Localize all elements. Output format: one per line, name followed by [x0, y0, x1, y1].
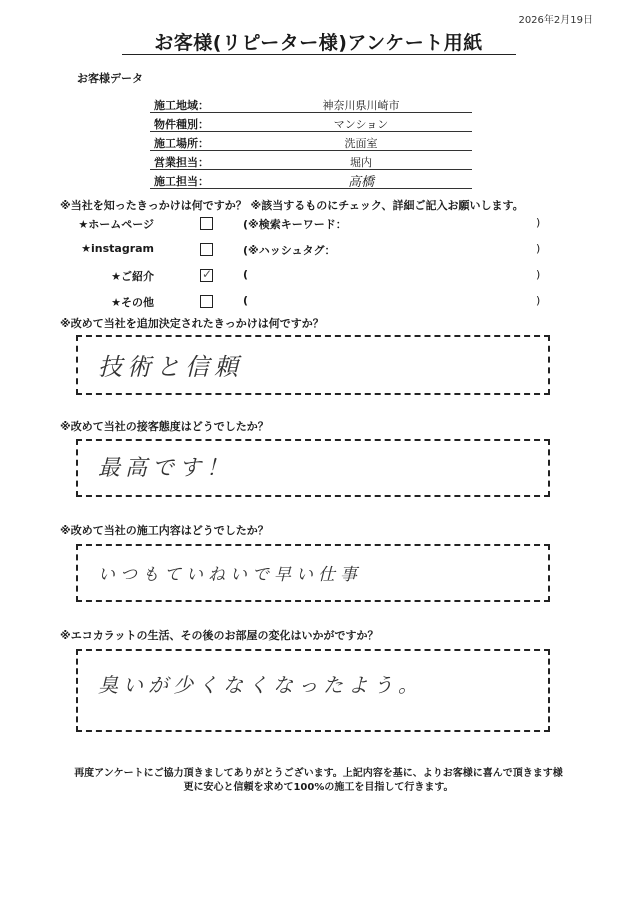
checkbox-other[interactable]: [200, 295, 213, 308]
info-value-handwritten: 高橋: [347, 175, 374, 190]
footer-message-line2: 更に安心と信頼を求めて100%の施工を目指して行きます。: [183, 782, 454, 793]
info-value: 堀内: [350, 156, 372, 169]
checkbox-referral[interactable]: [200, 269, 213, 282]
page-title: お客様(リピーター様)アンケート用紙: [154, 32, 483, 54]
checkbox-homepage[interactable]: [200, 217, 213, 230]
question-customer-service: ※改めて当社の接客態度はどうでしたか？: [60, 420, 269, 433]
customer-data-heading: お客様データ: [77, 72, 143, 85]
answer-box-ecocarat-change[interactable]: [76, 649, 550, 732]
answer-box-customer-service[interactable]: [76, 439, 550, 497]
info-value: マンション: [333, 118, 389, 131]
question-decision-reason: ※改めて当社を追加決定されたきっかけは何ですか？: [60, 317, 324, 330]
info-key: 施工地域：: [154, 99, 209, 112]
info-key: 施工場所：: [154, 137, 209, 150]
answer-text: 臭いが少くなくなったよう。: [98, 673, 423, 697]
info-key: 営業担当：: [154, 156, 209, 169]
info-row-construction-rep: [150, 170, 472, 189]
detail-instagram: (※ハッシュタグ：: [243, 244, 336, 257]
answer-text: いつもていねいで早い仕事: [98, 565, 362, 585]
info-key: 施工担当：: [154, 175, 209, 188]
checkbox-instagram[interactable]: [200, 243, 213, 256]
info-row-area: [150, 94, 472, 113]
detail-homepage: (※検索キーワード：: [243, 218, 347, 231]
answer-text: 最高です！: [98, 456, 234, 481]
question-construction-quality: ※改めて当社の施工内容はどうでしたか？: [60, 524, 269, 537]
check-mark-icon: ✓: [202, 267, 213, 281]
title-underline: [122, 54, 516, 55]
question-ecocarat-change: ※エコカラットの生活、その後のお部屋の変化はいかがですか？: [60, 629, 379, 642]
info-value: 洗面室: [344, 137, 378, 150]
option-label-referral: ★ご紹介: [111, 270, 154, 283]
footer-message-line1: 再度アンケートにご協力頂きましてありがとうございます。上記内容を基に、よりお客様に喜んで頂きます様: [74, 768, 563, 779]
info-key: 物件種別：: [154, 118, 209, 131]
detail-other: (: [243, 294, 249, 307]
detail-close: ): [536, 268, 541, 281]
info-row-location: [150, 132, 472, 151]
detail-close: ): [536, 216, 541, 229]
detail-close: ): [536, 242, 541, 255]
answer-box-decision-reason[interactable]: [76, 335, 550, 395]
info-value: 神奈川県川崎市: [322, 99, 400, 112]
detail-close: ): [536, 294, 541, 307]
question-how-found: ※当社を知ったきっかけは何ですか？ ※該当するものにチェック、詳細ご記入お願いします。: [60, 199, 524, 212]
detail-referral: (: [243, 268, 249, 281]
option-label-instagram: ★instagram: [81, 242, 154, 255]
option-label-other: ★その他: [111, 296, 154, 309]
survey-date: 2026年2月19日: [518, 15, 593, 26]
answer-text: 技術と信頼: [98, 353, 243, 381]
info-row-property-type: [150, 113, 472, 132]
option-label-homepage: ★ホームページ: [78, 218, 154, 231]
info-row-sales-rep: [150, 151, 472, 170]
answer-box-construction-quality[interactable]: [76, 544, 550, 602]
